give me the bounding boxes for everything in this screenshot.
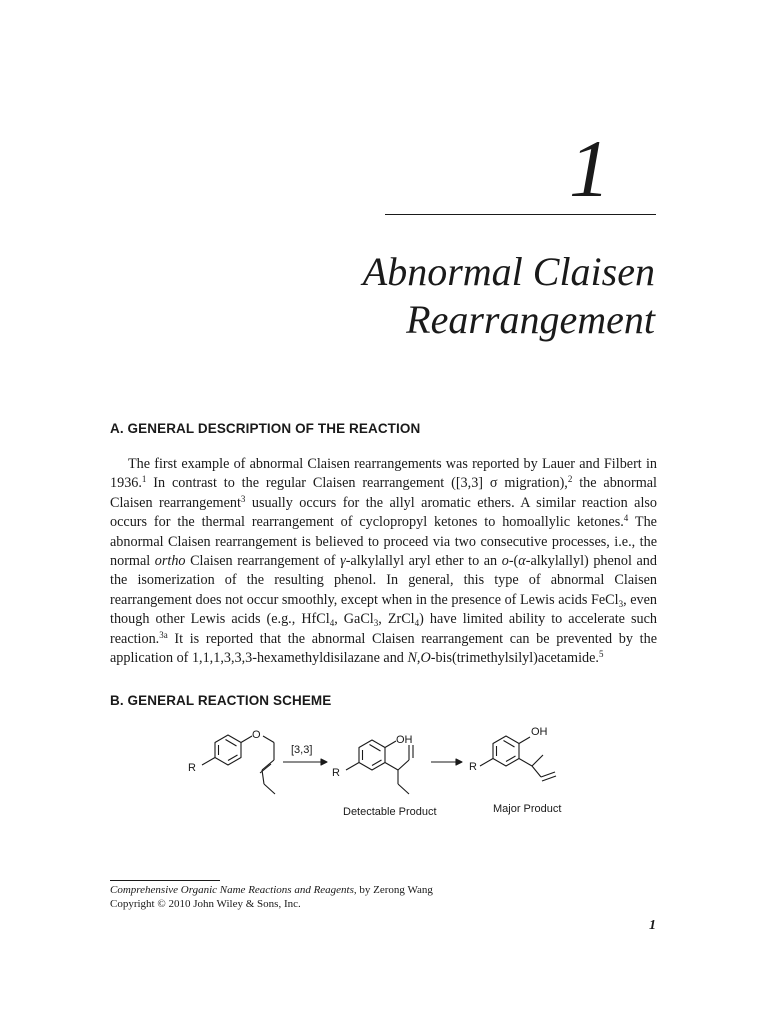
paragraph-segment: usually occurs for the allyl aromatic ethers. A similar reaction also occurs for the thermal rearrangement of cyclopropyl ketones to homoallylic ketones. <box>110 494 657 531</box>
paragraph-segment: N <box>407 650 417 667</box>
paragraph-segment: 2 <box>567 474 573 485</box>
paragraph-segment: 3 <box>618 598 624 609</box>
footnote-citation <box>110 883 610 897</box>
paragraph-segment: 4 <box>329 618 335 629</box>
chapter-rule <box>385 214 656 215</box>
section-a-paragraph <box>110 455 657 668</box>
paragraph-segment: the abnormal Claisen rearrangement <box>110 475 657 511</box>
chapter-number: 1 <box>569 123 610 214</box>
isomerization-arrow <box>431 759 462 765</box>
paragraph-segment: The first example of abnormal Claisen rearrangements was reported by Lauer and Filbert in 1936. <box>110 456 657 492</box>
paragraph-segment: o <box>501 553 509 570</box>
paragraph-segment: It is reported that the abnormal Claisen rearrangement can be prevented by the application of 1,1,1,3,3,3-hexamethyldisilazane and <box>110 630 657 667</box>
book-title: Comprehensive Organic Name Reactions and Reagents, <box>110 884 357 896</box>
paragraph-segment: O <box>420 650 431 667</box>
paragraph-segment: 1 <box>141 474 147 485</box>
paragraph-segment: Claisen rearrangement of <box>185 553 341 570</box>
major-product-label: Major Product <box>493 803 562 815</box>
substituent-label-1: R <box>188 762 196 774</box>
chapter-title <box>250 248 655 344</box>
chapter-title-line-1: Abnormal Claisen <box>362 249 655 294</box>
paragraph-segment: , ZrCl <box>378 611 415 628</box>
paragraph-segment: 4 <box>414 618 420 629</box>
starting-material-structure <box>202 735 275 794</box>
page-number: 1 <box>649 918 656 933</box>
paragraph-segment: In contrast to the regular Claisen rearrangement ([3,3] σ migration), <box>146 475 568 492</box>
chapter-title-line-2: Rearrangement <box>406 297 655 342</box>
paragraph-segment: α <box>518 553 526 570</box>
rearrangement-arrow <box>283 759 327 765</box>
paragraph-segment: -alkylallyl aryl ether to an <box>345 553 502 570</box>
paragraph-segment: -bis(trimethylsilyl)acetamide. <box>430 650 599 667</box>
paragraph-segment: -( <box>508 553 519 570</box>
substituent-label-3: R <box>469 761 477 773</box>
section-b-heading: B. GENERAL REACTION SCHEME <box>110 693 332 708</box>
paragraph-segment: The abnormal Claisen rearrangement is believed to proceed via two consecutive processes, i.e., the normal <box>110 514 657 570</box>
detectable-product-structure <box>346 740 413 794</box>
major-product-structure <box>480 736 556 781</box>
book-author: by Zerong Wang <box>356 884 433 896</box>
paragraph-segment: ortho <box>154 553 186 570</box>
paragraph-segment: ) have limited ability to accelerate such reaction. <box>110 611 658 647</box>
reaction-scheme <box>180 722 600 832</box>
detectable-product-label: Detectable Product <box>343 806 437 818</box>
paragraph-segment: -alkylallyl) phenol and the isomerization of the resulting phenol. In general, this type of abnormal Claisen rearrangement does not occur smoothly, except when in the presence of Lewis acids FeCl <box>110 553 657 608</box>
section-a-heading: A. GENERAL DESCRIPTION OF THE REACTION <box>110 421 421 436</box>
hydroxyl-label-2: OH <box>531 726 548 738</box>
paragraph-segment: 3 <box>373 618 379 629</box>
paragraph-segment: , even though other Lewis acids (e.g., HfCl <box>110 591 657 628</box>
hydroxyl-label-1: OH <box>396 734 413 746</box>
footnote-rule <box>110 880 220 881</box>
paragraph-segment: γ <box>340 553 346 570</box>
substituent-label-2: R <box>332 767 340 779</box>
paragraph-segment: , GaCl <box>334 611 374 628</box>
paragraph-segment: 4 <box>623 513 629 524</box>
paragraph-segment: 3a <box>159 629 168 640</box>
ether-oxygen-label: O <box>252 729 261 741</box>
paragraph-segment: 3 <box>240 493 246 504</box>
paragraph-segment: 5 <box>598 649 604 660</box>
footnote <box>110 883 610 911</box>
copyright-line: Copyright © 2010 John Wiley & Sons, Inc. <box>110 898 301 910</box>
step-label: [3,3] <box>291 744 313 756</box>
paragraph-segment: , <box>416 650 421 667</box>
